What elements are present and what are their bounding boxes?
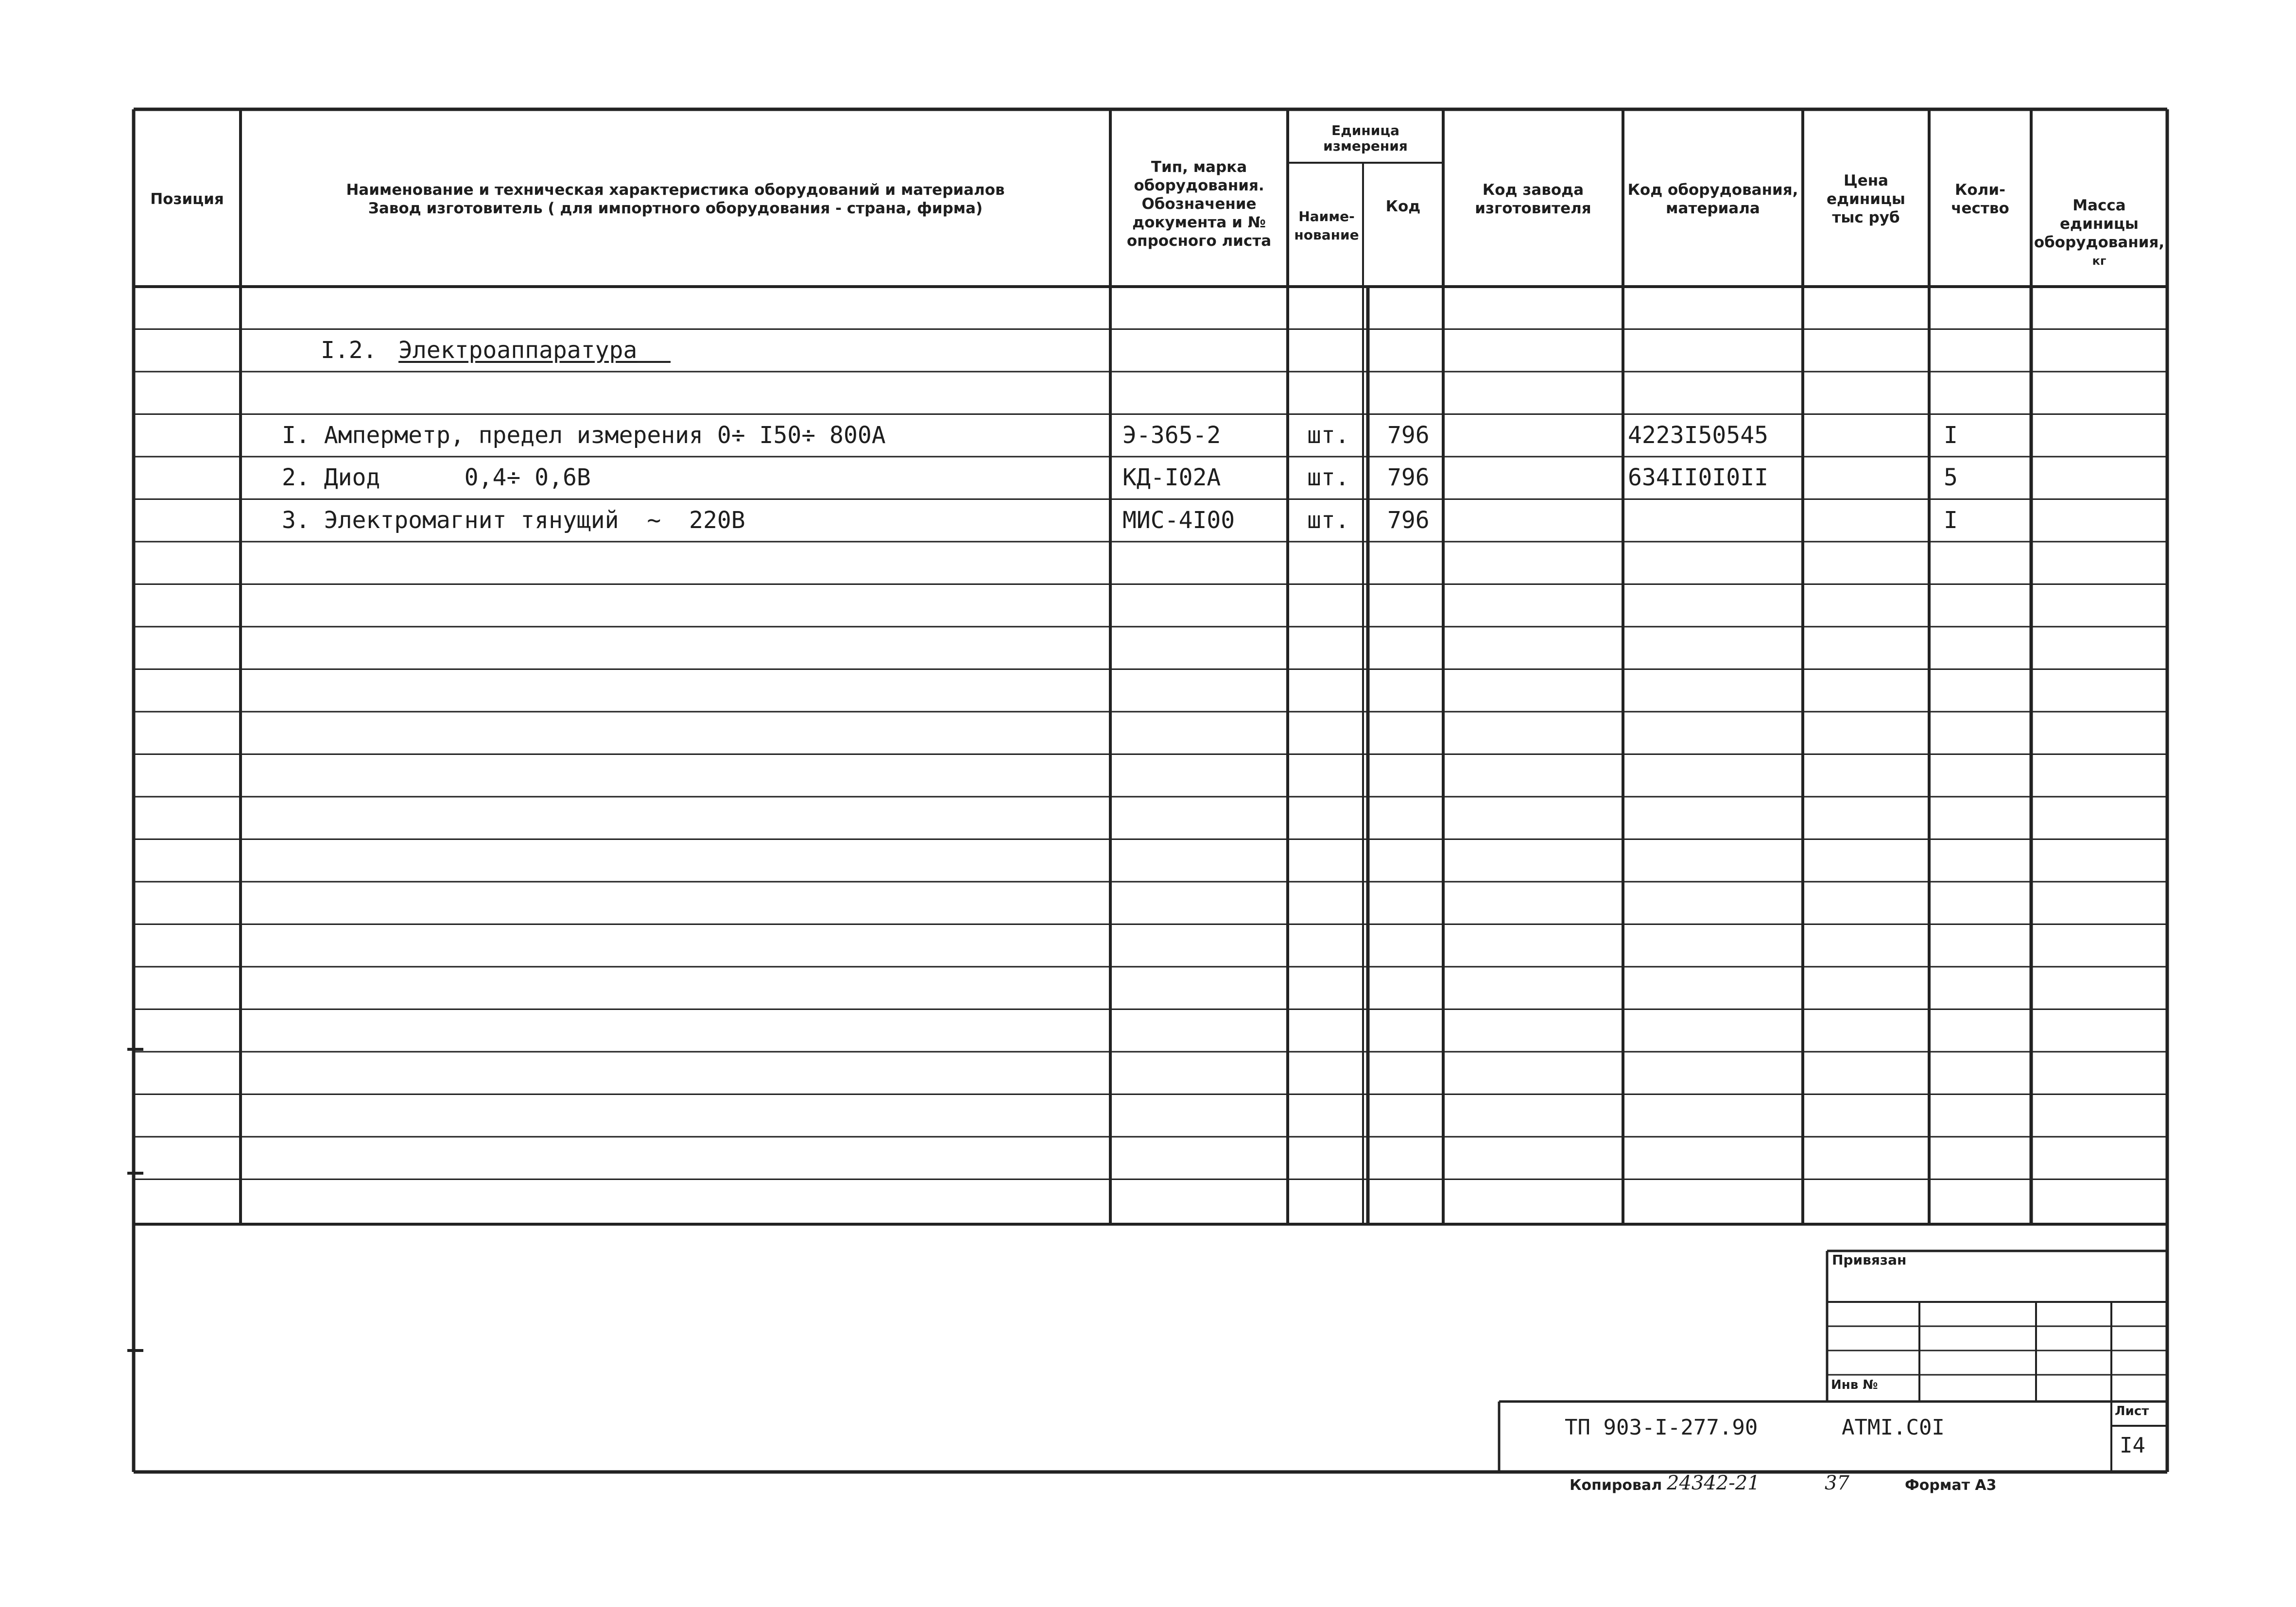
row-equip-code: 4223I50545 — [1628, 422, 1768, 449]
header-unit-code: Код — [1385, 198, 1421, 215]
row-unit: шт. — [1307, 507, 1349, 534]
header-unit-name: Наиме- нование — [1294, 208, 1359, 243]
header-mass: Масса единицы оборудования, кг — [2034, 197, 2165, 268]
row-name: I. Амперметр, предел измерения 0÷ I50÷ 800А — [282, 422, 886, 449]
row-type: МИС-4I00 — [1122, 507, 1235, 534]
row-unit-code: 796 — [1387, 464, 1430, 491]
row-type: Э-365-2 — [1122, 422, 1221, 449]
stamp-inv-label: Инв № — [1831, 1378, 1878, 1392]
header-unit-group: Единица измерения — [1323, 122, 1408, 154]
stamp-linked-label: Привязан — [1832, 1252, 1907, 1268]
stamp-sheet-number: I4 — [2120, 1433, 2145, 1458]
row-name: 2. Диод 0,4÷ 0,6В — [282, 464, 591, 491]
header-equip-code: Код оборудования, материала — [1627, 181, 1798, 217]
row-unit-code: 796 — [1387, 422, 1430, 449]
row-equip-code: 634II0I0II — [1628, 464, 1768, 491]
header-price: Цена единицы тыс руб — [1827, 172, 1905, 226]
header-quantity: Коли- чество — [1951, 181, 2009, 217]
section-title: Электроаппаратура — [398, 337, 638, 364]
row-name: 3. Электромагнит тянущий ~ 220В — [282, 507, 745, 534]
row-quantity: I — [1944, 507, 1958, 534]
header-plant-code: Код завода изготовителя — [1475, 181, 1591, 217]
row-unit: шт. — [1307, 464, 1349, 491]
stamp-document-number: ТП 903-I-277.90 — [1565, 1415, 1758, 1440]
footer-page-number: 37 — [1825, 1472, 1849, 1494]
stamp-document-code: АТМI.С0I — [1842, 1415, 1945, 1440]
row-unit: шт. — [1307, 422, 1349, 449]
row-type: КД-I02А — [1122, 464, 1221, 491]
section-number: I.2. — [321, 337, 377, 364]
row-quantity: 5 — [1944, 464, 1958, 491]
row-quantity: I — [1944, 422, 1958, 449]
header-name: Наименование и техническая характеристика оборудований и материалов Завод изготовитель ( для импортного оборудования - страна, фирма) — [346, 181, 1005, 217]
row-unit-code: 796 — [1387, 507, 1430, 534]
stamp-sheet-label: Лист — [2115, 1404, 2149, 1419]
footer-copy-number: 24342-21 — [1667, 1472, 1760, 1494]
header-type: Тип, марка оборудования. Обозначение документа и № опросного листа — [1126, 158, 1272, 250]
header-position: Позиция — [150, 190, 224, 208]
footer-format: Формат А3 — [1905, 1477, 1997, 1494]
footer-copied-label: Копировал — [1570, 1477, 1662, 1494]
